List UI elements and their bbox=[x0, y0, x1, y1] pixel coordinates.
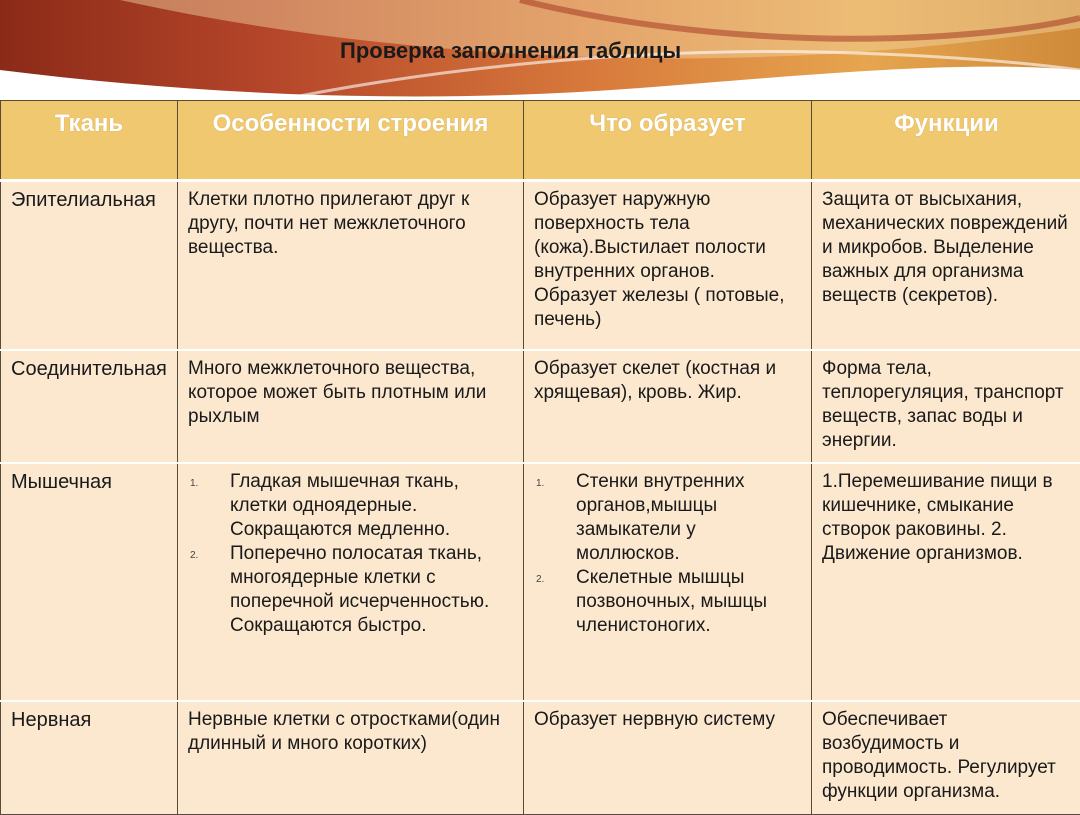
table-row bbox=[1, 181, 1080, 351]
structure-cell: Клетки плотно прилегают друг к другу, почти нет межклеточного вещества. bbox=[178, 181, 524, 351]
list-item bbox=[188, 470, 513, 542]
header-structure: Особенности строения bbox=[178, 101, 524, 181]
tissues-table bbox=[0, 100, 1080, 815]
list-item-text: Скелетные мышцы позвоночных, мышцы членистоногих. bbox=[576, 567, 767, 636]
list-number: 1. bbox=[536, 472, 544, 496]
table-row bbox=[1, 701, 1080, 815]
table-header-row bbox=[1, 101, 1080, 181]
structure-cell: Нервные клетки с отростками(один длинный и много коротких) bbox=[178, 701, 524, 815]
tissue-name: Эпителиальная bbox=[1, 181, 178, 351]
table-row bbox=[1, 463, 1080, 701]
functions-cell: Обеспечивает возбудимость и проводимость. Регулирует функции организма. bbox=[812, 701, 1080, 815]
list-item-text: Гладкая мышечная ткань, клетки одноядерные. Сокращаются медленно. bbox=[230, 471, 459, 540]
structure-list bbox=[188, 470, 513, 638]
header-forms: Что образует bbox=[524, 101, 812, 181]
page-title: Проверка заполнения таблицы bbox=[340, 38, 681, 64]
forms-cell: Образует скелет (костная и хрящевая), кровь. Жир. bbox=[524, 350, 812, 463]
list-number: 2. bbox=[536, 568, 544, 592]
forms-cell bbox=[524, 463, 812, 701]
functions-cell: 1.Перемешивание пищи в кишечнике, смыкание створок раковины. 2. Движение организмов. bbox=[812, 463, 1080, 701]
tissue-name: Мышечная bbox=[1, 463, 178, 701]
structure-cell: Много межклеточного вещества, которое может быть плотным или рыхлым bbox=[178, 350, 524, 463]
list-number: 1. bbox=[190, 472, 198, 496]
structure-cell bbox=[178, 463, 524, 701]
forms-cell: Образует нервную систему bbox=[524, 701, 812, 815]
list-item-text: Стенки внутренних органов,мышцы замыкатели у моллюсков. bbox=[576, 471, 745, 564]
list-item bbox=[188, 542, 513, 638]
tissue-name: Соединительная bbox=[1, 350, 178, 463]
list-item bbox=[534, 566, 801, 638]
functions-cell: Защита от высыхания, механических повреждений и микробов. Выделение важных для организма веществ (секретов). bbox=[812, 181, 1080, 351]
tissue-name: Нервная bbox=[1, 701, 178, 815]
list-item-text: Поперечно полосатая ткань, многоядерные клетки с поперечной исчерченностью. Сокращаются быстро. bbox=[230, 543, 489, 636]
title-banner bbox=[0, 0, 1080, 104]
header-tissue: Ткань bbox=[1, 101, 178, 181]
list-number: 2. bbox=[190, 544, 198, 568]
header-functions: Функции bbox=[812, 101, 1080, 181]
forms-cell: Образует наружную поверхность тела (кожа).Выстилает полости внутренних органов. Образует железы ( потовые, печень) bbox=[524, 181, 812, 351]
functions-cell: Форма тела, теплорегуляция, транспорт веществ, запас воды и энергии. bbox=[812, 350, 1080, 463]
forms-list bbox=[534, 470, 801, 638]
table-row bbox=[1, 350, 1080, 463]
list-item bbox=[534, 470, 801, 566]
